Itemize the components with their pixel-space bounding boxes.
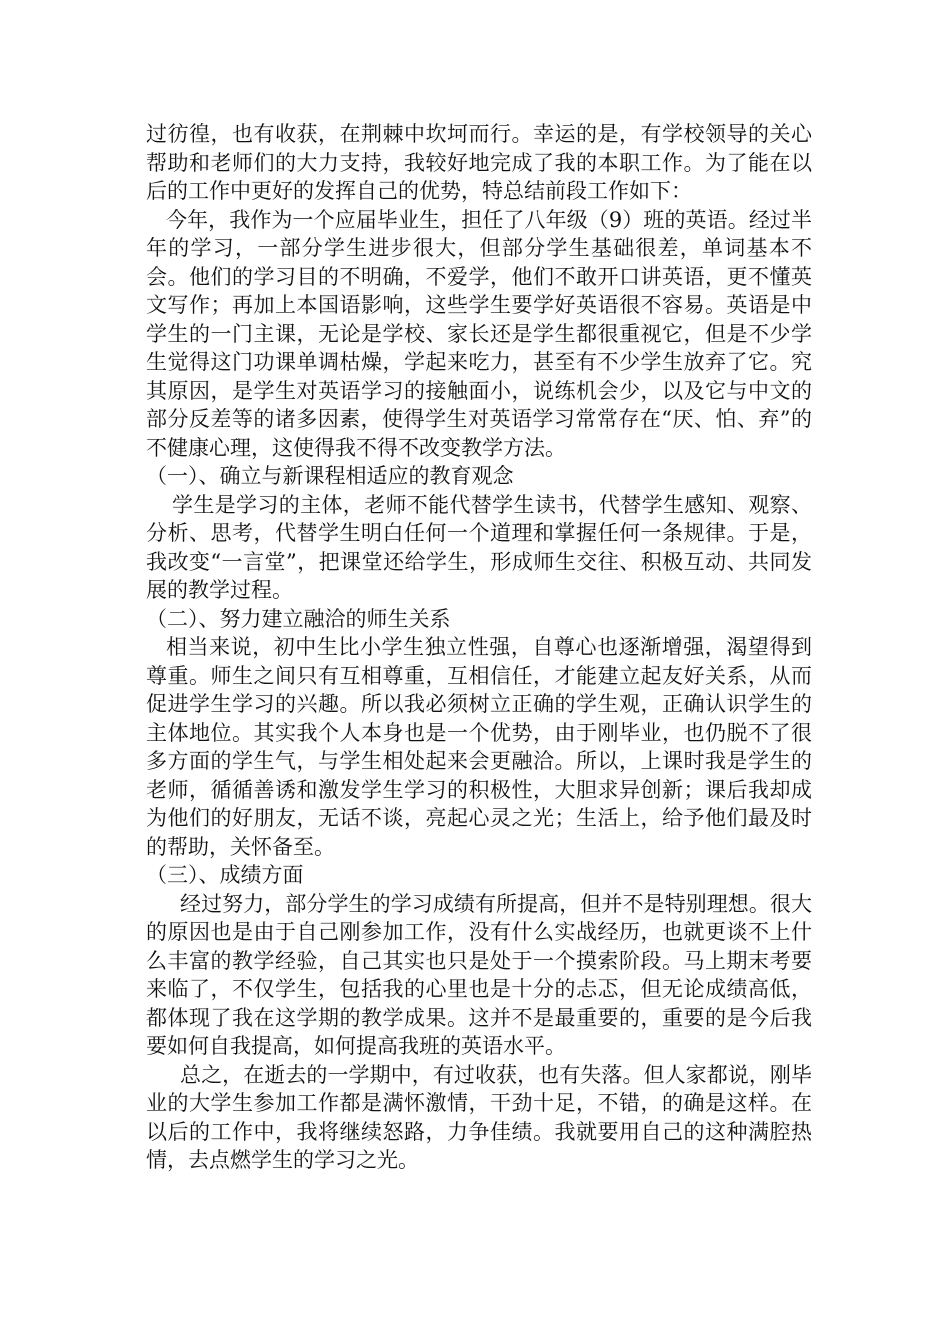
paragraph-conclusion: 总之，在逝去的一学期中，有过收获，也有失落。但人家都说，刚毕业的大学生参加工作都是满怀激情，干劲十足，不错，的确是这样。在以后的工作中，我将继续怒路，力争佳绩。我就要用自己的这种满腔热情，去点燃学生的学习之光。 [146, 1062, 812, 1172]
paragraph-teacher-student-relationship: 相当来说，初中生比小学生独立性强，自尊心也逐渐增强，渴望得到尊重。师生之间只有互相尊重，互相信任，才能建立起友好关系，从而促进学生学习的兴趣。所以我必须树立正确的学生观，正确认识学生的主体地位。其实我个人本身也是一个优势，由于刚毕业，也仍脱不了很多方面的学生气，与学生相处起来会更融洽。所以，上课时我是学生的老师，循循善诱和激发学生学习的积极性，大胆求异创新；课后我却成为他们的好朋友，无话不谈，亮起心灵之光；生活上，给予他们最及时的帮助，关怀备至。 [146, 635, 812, 859]
section-heading-3: （三）、成绩方面 [146, 863, 304, 887]
paragraph-education-concept: 学生是学习的主体，老师不能代替学生读书，代替学生感知、观察、分析、思考，代替学生明白任何一个道理和掌握任何一条规律。于是，我改变“一言堂”，把课堂还给学生，形成师生交往、积极互动、共同发展的教学过程。 [146, 492, 812, 602]
document-body [146, 120, 812, 1175]
paragraph-intro: 过彷徨，也有收获，在荆棘中坎坷而行。幸运的是，有学校领导的关心帮助和老师们的大力支持，我较好地完成了我的本职工作。为了能在以后的工作中更好的发挥自己的优势，特总结前段工作如下： [146, 122, 812, 203]
section-heading-1: （一）、确立与新课程相适应的教育观念 [146, 464, 514, 488]
paragraph-situation: 今年，我作为一个应届毕业生，担任了八年级（9）班的英语。经过半年的学习，一部分学生进步很大，但部分学生基础很差，单词基本不会。他们的学习目的不明确，不爱学，他们不敢开口讲英语，更不懂英文写作；再加上本国语影响，这些学生要学好英语很不容易。英语是中学生的一门主课，无论是学校、家长还是学生都很重视它，但是不少学生觉得这门功课单调枯燥，学起来吃力，甚至有不少学生放弃了它。究其原因，是学生对英语学习的接触面小，说练机会少，以及它与中文的部分反差等的诸多因素，使得学生对英语学习常常存在“厌、怕、弃”的不健康心理，这使得我不得不改变教学方法。 [146, 207, 812, 460]
paragraph-achievements: 经过努力，部分学生的学习成绩有所提高，但并不是特别理想。很大的原因也是由于自己刚参加工作，没有什么实战经历，也就更谈不上什么丰富的教学经验，自己其实也只是处于一个摸索阶段。马上期末考要来临了，不仅学生，包括我的心里也是十分的忐忑，但无论成绩高低，都体现了我在这学期的教学成果。这并不是最重要的，重要的是今后我要如何自我提高，如何提高我班的英语水平。 [146, 891, 812, 1058]
section-heading-2: （二）、努力建立融洽的师生关系 [146, 606, 451, 631]
